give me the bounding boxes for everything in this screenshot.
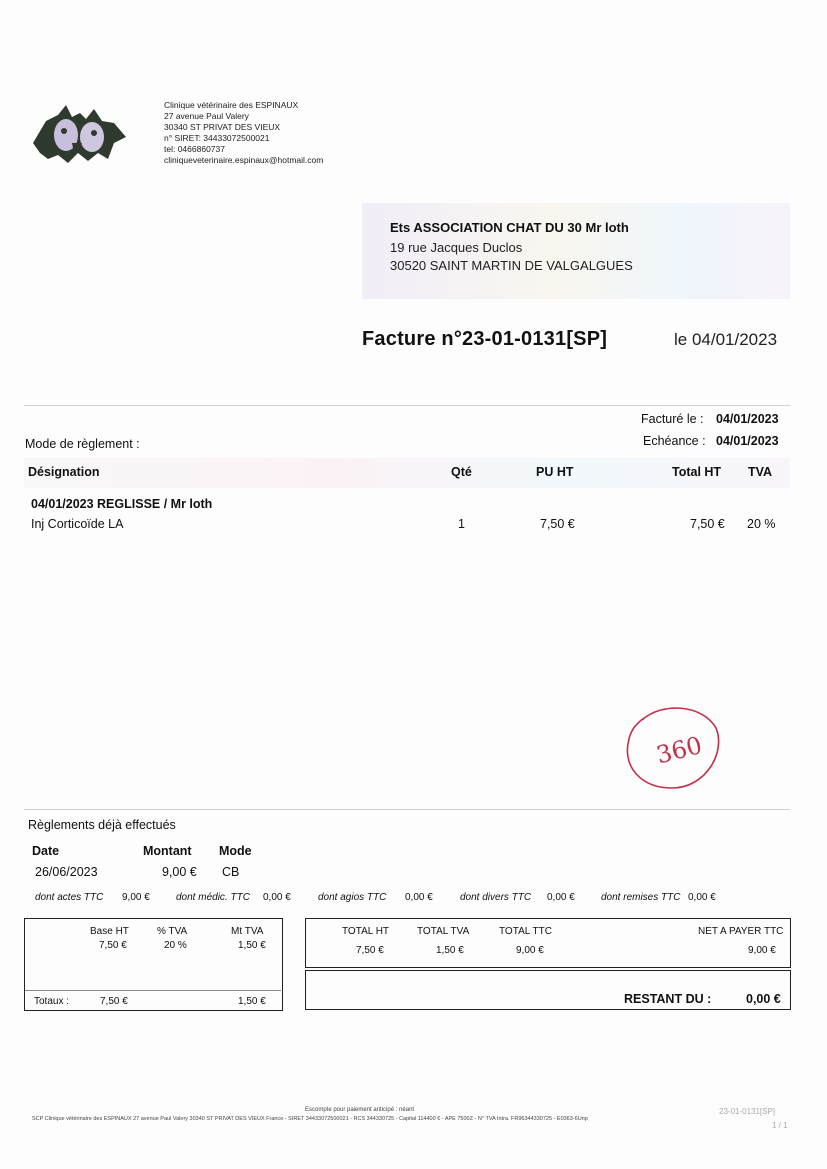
remaining-label: RESTANT DU : [624, 992, 712, 1006]
row-pu: 7,50 € [540, 517, 575, 531]
total-ht-value: 7,50 € [356, 945, 384, 956]
footer-discount: Escompte pour paiement anticipé : néant [305, 1107, 415, 1113]
divider [24, 405, 790, 406]
payment-mode: CB [222, 865, 240, 879]
recipient-street: 19 rue Jacques Duclos [390, 240, 523, 255]
clinic-address [164, 100, 323, 166]
total-tva-value: 1,50 € [436, 945, 464, 956]
due-label: Echéance : [643, 434, 706, 448]
divers-value: 0,00 € [547, 892, 575, 903]
payment-date: 26/06/2023 [35, 865, 98, 879]
col-qty: Qté [451, 465, 472, 479]
vat-col-amount: Mt TVA [231, 926, 264, 937]
vat-amount: 1,50 € [238, 940, 266, 951]
payments-col-amount: Montant [143, 844, 192, 858]
divers-label: dont divers TTC [460, 892, 532, 903]
actes-value: 9,00 € [122, 892, 150, 903]
recipient-block [362, 203, 790, 299]
clinic-city: 30340 ST PRIVAT DES VIEUX [164, 122, 281, 132]
col-pu: PU HT [536, 465, 574, 479]
vat-base: 7,50 € [99, 940, 127, 951]
invoice-date: le 04/01/2023 [674, 330, 778, 349]
billed-label: Facturé le : [641, 412, 704, 426]
recipient-city: 30520 SAINT MARTIN DE VALGALGUES [390, 258, 633, 273]
row-total: 7,50 € [690, 517, 725, 531]
group-title: 04/01/2023 REGLISSE / Mr loth [31, 497, 213, 511]
totals-base: 7,50 € [100, 996, 128, 1007]
medic-value: 0,00 € [263, 892, 291, 903]
remaining-box [305, 970, 791, 1010]
col-tva: TVA [748, 465, 773, 479]
handwritten-note [622, 700, 722, 792]
medic-label: dont médic. TTC [176, 892, 250, 903]
row-designation: Inj Corticoïde LA [31, 517, 124, 531]
payments-col-mode: Mode [219, 844, 252, 858]
divider [24, 809, 790, 810]
col-total: Total HT [672, 465, 722, 479]
payments-title: Règlements déjà effectués [28, 818, 176, 832]
billed-date: 04/01/2023 [716, 412, 779, 426]
footer-ref: 23-01-0131[SP] [719, 1107, 776, 1116]
vat-col-rate: % TVA [157, 926, 188, 937]
footer-page: 1 / 1 [772, 1121, 788, 1130]
remaining-value: 0,00 € [746, 992, 781, 1006]
invoice-title: Facture n°23-01-0131[SP] [362, 328, 608, 350]
clinic-phone: tel: 0466860737 [164, 144, 225, 154]
remises-value: 0,00 € [688, 892, 716, 903]
payment-mode-label: Mode de règlement : [25, 437, 140, 451]
totals-amount: 1,50 € [238, 996, 266, 1007]
due-date: 04/01/2023 [716, 434, 779, 448]
total-ttc-value: 9,00 € [516, 945, 544, 956]
col-total-ttc: TOTAL TTC [499, 926, 552, 937]
col-total-tva: TOTAL TVA [417, 926, 470, 937]
totals-label: Totaux : [34, 996, 70, 1007]
clinic-email: cliniqueveterinaire.espinaux@hotmail.com [164, 155, 324, 165]
net-value: 9,00 € [748, 945, 776, 956]
row-qty: 1 [458, 517, 465, 531]
agios-value: 0,00 € [405, 892, 433, 903]
actes-label: dont actes TTC [35, 892, 104, 903]
col-designation: Désignation [28, 465, 100, 479]
payments-col-date: Date [32, 844, 60, 858]
clinic-logo [28, 103, 128, 165]
vat-rate: 20 % [164, 940, 187, 951]
remises-label: dont remises TTC [601, 892, 681, 903]
clinic-street: 27 avenue Paul Valery [164, 111, 249, 121]
divider [25, 990, 281, 991]
col-total-ht: TOTAL HT [342, 926, 390, 937]
handwritten-number: 360 [653, 731, 705, 770]
row-tva: 20 % [747, 517, 776, 531]
footer-legal: SCP Clinique vétérinaire des ESPINAUX 27 avenue Paul Valery 30340 ST PRIVAT DES VIEUX France - SIRET 34433072500021 - RCS 344330725 - Capital 114400 € - APE 7500Z - N° TVA Intra. FR96344330725 - E0363-6Unp [32, 1116, 588, 1122]
payment-amount: 9,00 € [162, 865, 197, 879]
vat-col-base: Base HT [90, 926, 129, 937]
clinic-siret: n° SIRET: 34433072500021 [164, 133, 270, 143]
clinic-name: Clinique vétérinaire des ESPINAUX [164, 100, 299, 110]
col-net: NET A PAYER TTC [698, 926, 784, 937]
recipient-name: Ets ASSOCIATION CHAT DU 30 Mr loth [390, 220, 629, 235]
agios-label: dont agios TTC [318, 892, 387, 903]
